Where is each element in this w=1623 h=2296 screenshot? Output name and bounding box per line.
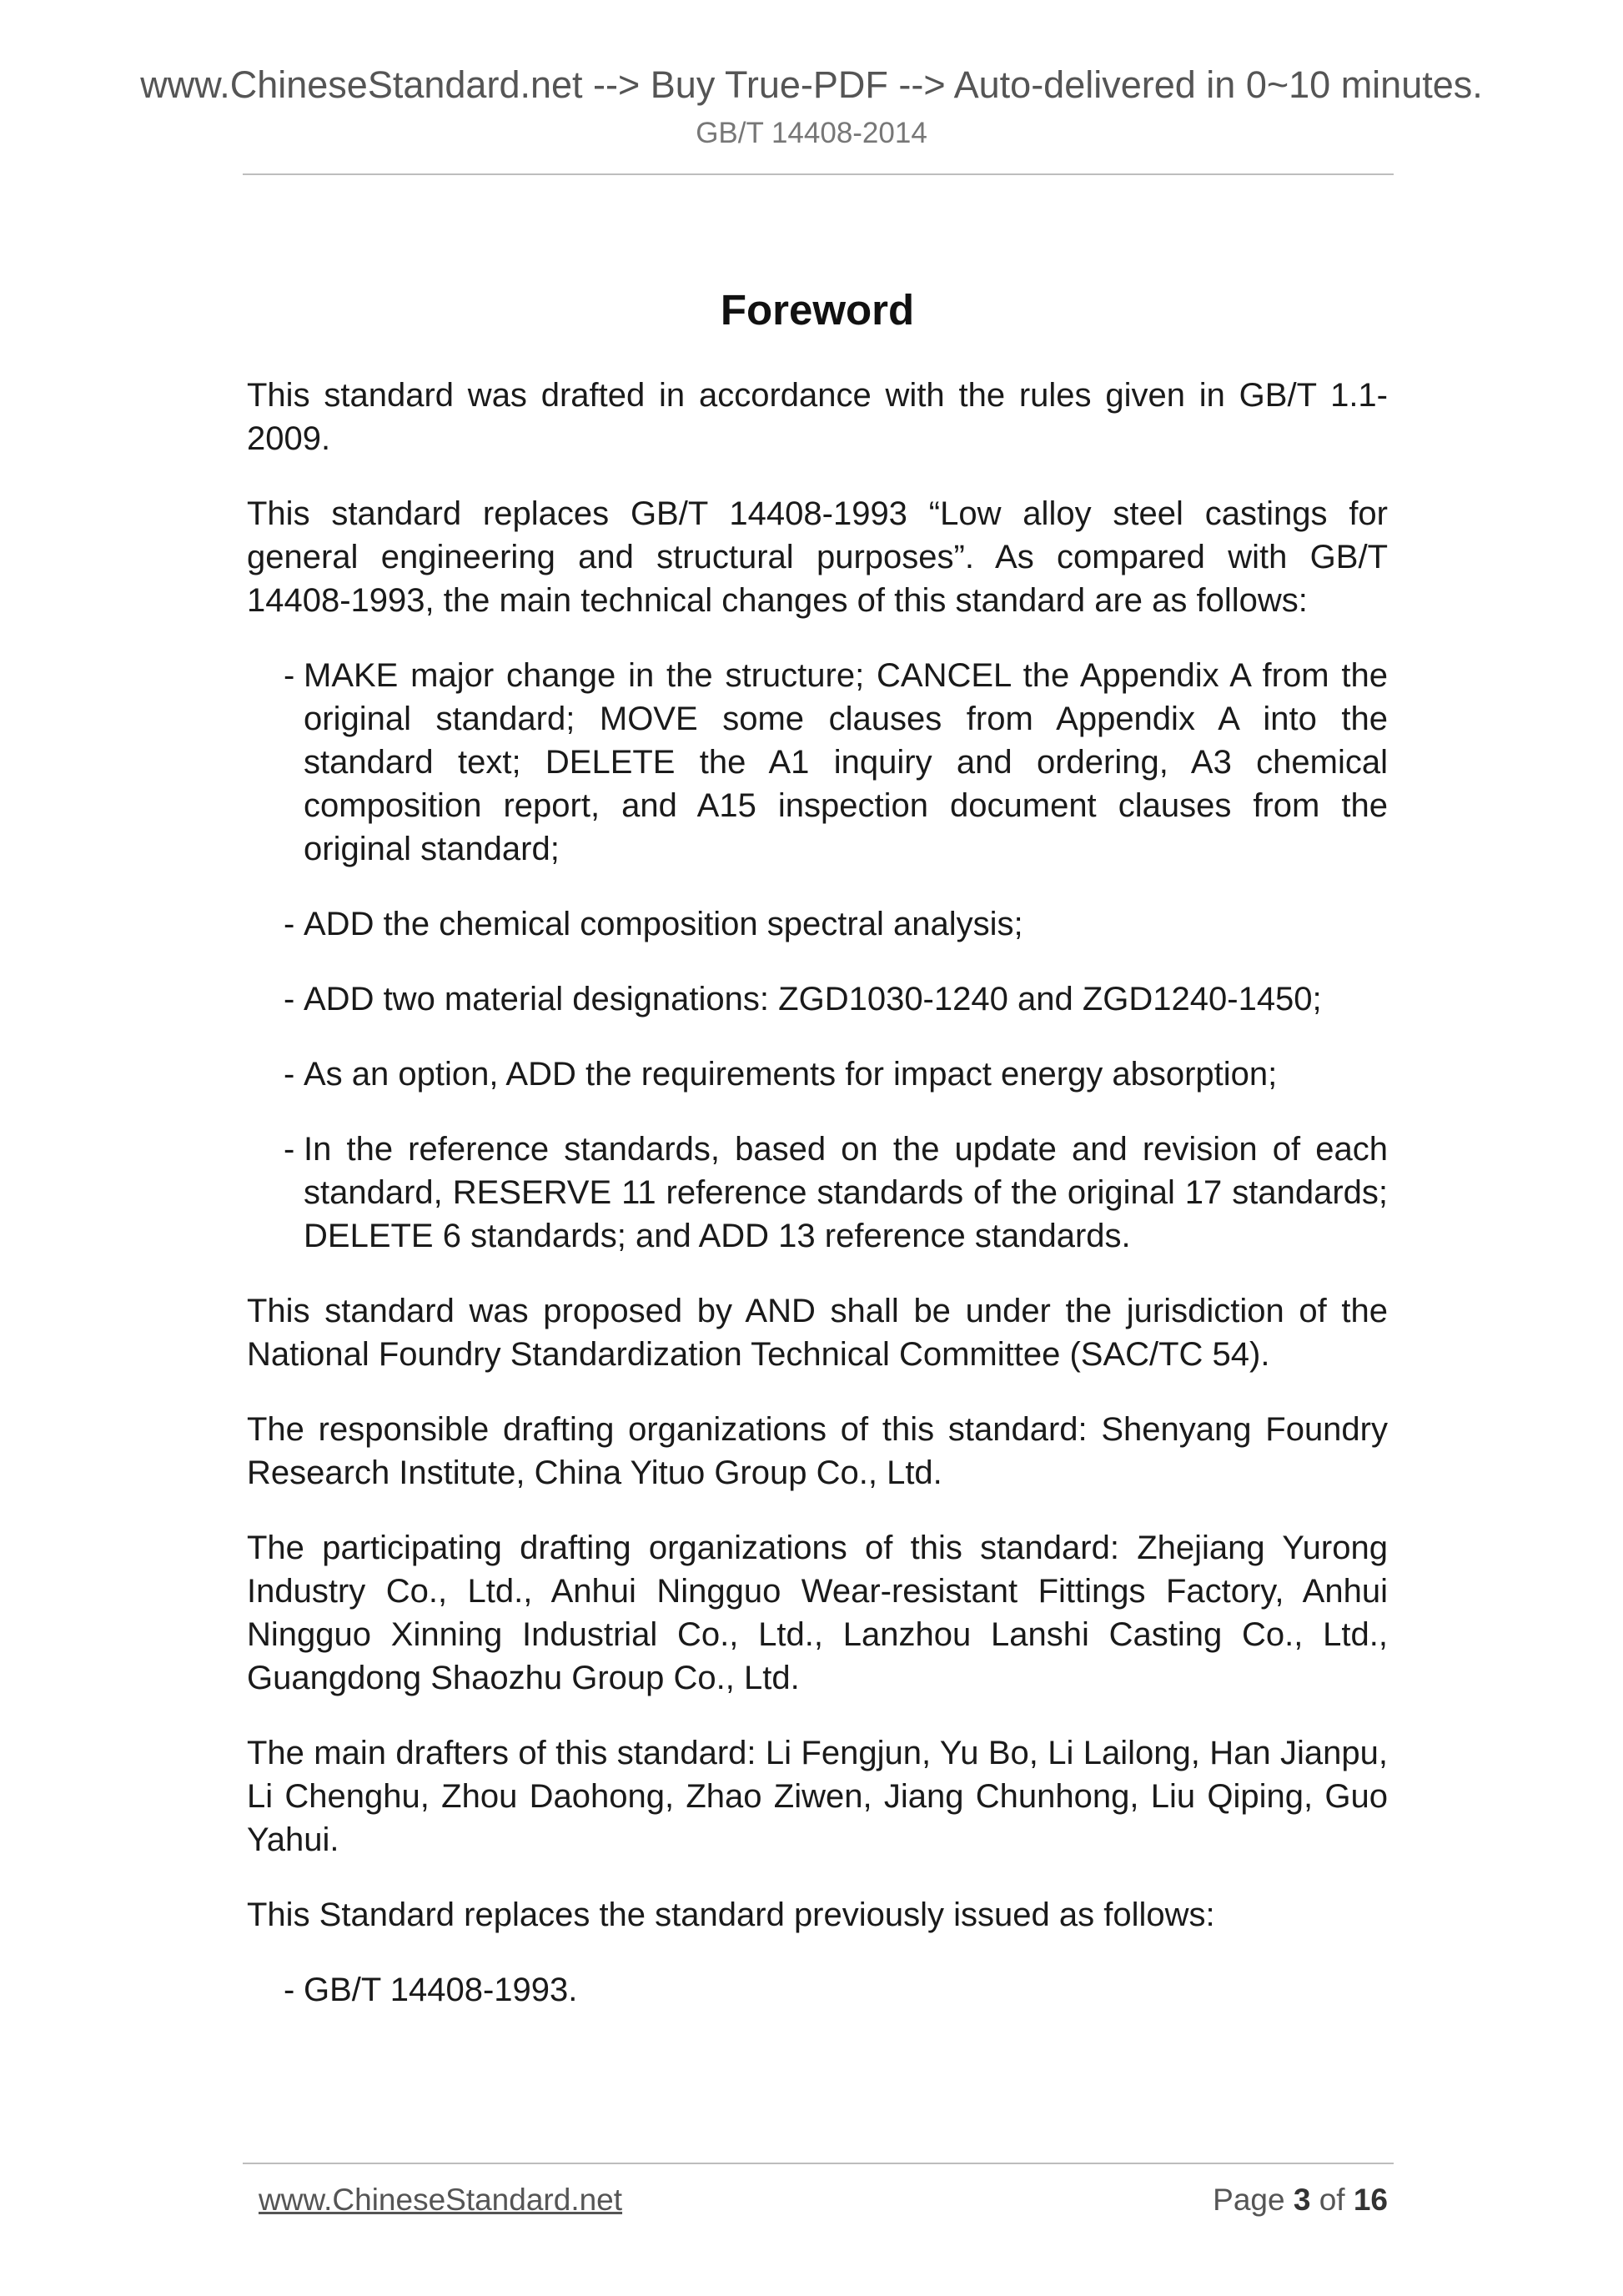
list-item-previous-edition (284, 1968, 1388, 2012)
bullet-dash: - (284, 1056, 295, 1093)
header-promo-line: www.ChineseStandard.net --> Buy True-PDF --> Auto-delivered in 0~10 minutes. (140, 63, 1483, 106)
bullet-dash: - (284, 981, 295, 1017)
paragraph-replaces: This standard replaces GB/T 14408-1993 “Low alloy steel castings for general engineering and structural purposes”. As compared with GB/T 14408-1993, the main technical changes of this standard are as follows: (247, 495, 1388, 619)
page-word: Page (1213, 2183, 1285, 2217)
bullet-dash: - (284, 1972, 295, 2008)
list-item-change (284, 1128, 1388, 1258)
list-item-text: MAKE major change in the structure; CANCEL the Appendix A from the original standard; MOVE some clauses from Appendix A into the standard text; DELETE the A1 inquiry and ordering, A3 chemical composition report, and A15 inspection document clauses from the original standard; (304, 657, 1388, 867)
bullet-dash: - (284, 1131, 295, 1168)
paragraph-main-drafters: The main drafters of this standard: Li Fengjun, Yu Bo, Li Lailong, Han Jianpu, Li Chenghu, Zhou Daohong, Zhao Ziwen, Jiang Chunhong, Liu Qiping, Guo Yahui. (247, 1735, 1388, 1858)
footer-divider (243, 2163, 1394, 2164)
list-item-change (284, 654, 1388, 871)
paragraph-previous-editions: This Standard replaces the standard previously issued as follows: (247, 1897, 1215, 1933)
list-item-text: GB/T 14408-1993. (304, 1972, 578, 2008)
list-item-text: ADD two material designations: ZGD1030-1240 and ZGD1240-1450; (304, 981, 1322, 1017)
list-item-text: As an option, ADD the requirements for impact energy absorption; (304, 1056, 1278, 1093)
bullet-dash: - (284, 906, 295, 942)
list-item-text: In the reference standards, based on the update and revision of each standard, RESERVE 11 reference standards of the original 17 standards; DELETE 6 standards; and ADD 13 reference standards. (304, 1131, 1388, 1254)
header-divider (243, 173, 1394, 175)
page-header (0, 60, 1623, 153)
list-item-text: ADD the chemical composition spectral analysis; (304, 906, 1023, 942)
paragraph-responsible-organizations: The responsible drafting organizations of this standard: Shenyang Foundry Research Institute, China Yituo Group Co., Ltd. (247, 1411, 1388, 1491)
bullet-dash: - (284, 657, 295, 694)
page-of: of (1319, 2183, 1345, 2217)
page-title: Foreword (720, 286, 915, 334)
list-item-change (284, 1053, 1388, 1096)
list-item-change (284, 977, 1388, 1021)
header-standard-number: GB/T 14408-2014 (696, 117, 927, 149)
document-body (247, 284, 1388, 2043)
page-total: 16 (1353, 2183, 1388, 2217)
page-current: 3 (1293, 2183, 1311, 2217)
page-number (1213, 2178, 1388, 2222)
footer-website-link[interactable]: www.ChineseStandard.net (259, 2183, 623, 2217)
paragraph-participating-organizations: The participating drafting organizations of this standard: Zhejiang Yurong Industry Co., Ltd., Anhui Ningguo Wear-resistant Fittings Factory, Anhui Ningguo Xinning Industrial Co., Ltd., Lanzhou Lanshi Casting Co., Ltd., Guangdong Shaozhu Group Co., Ltd. (247, 1530, 1388, 1696)
list-item-change (284, 902, 1388, 946)
paragraph-proposed-by: This standard was proposed by AND shall be under the jurisdiction of the National Foundry Standardization Technical Committee (SAC/TC 54). (247, 1293, 1388, 1373)
paragraph-drafting-rules: This standard was drafted in accordance with the rules given in GB/T 1.1-2009. (247, 377, 1388, 457)
